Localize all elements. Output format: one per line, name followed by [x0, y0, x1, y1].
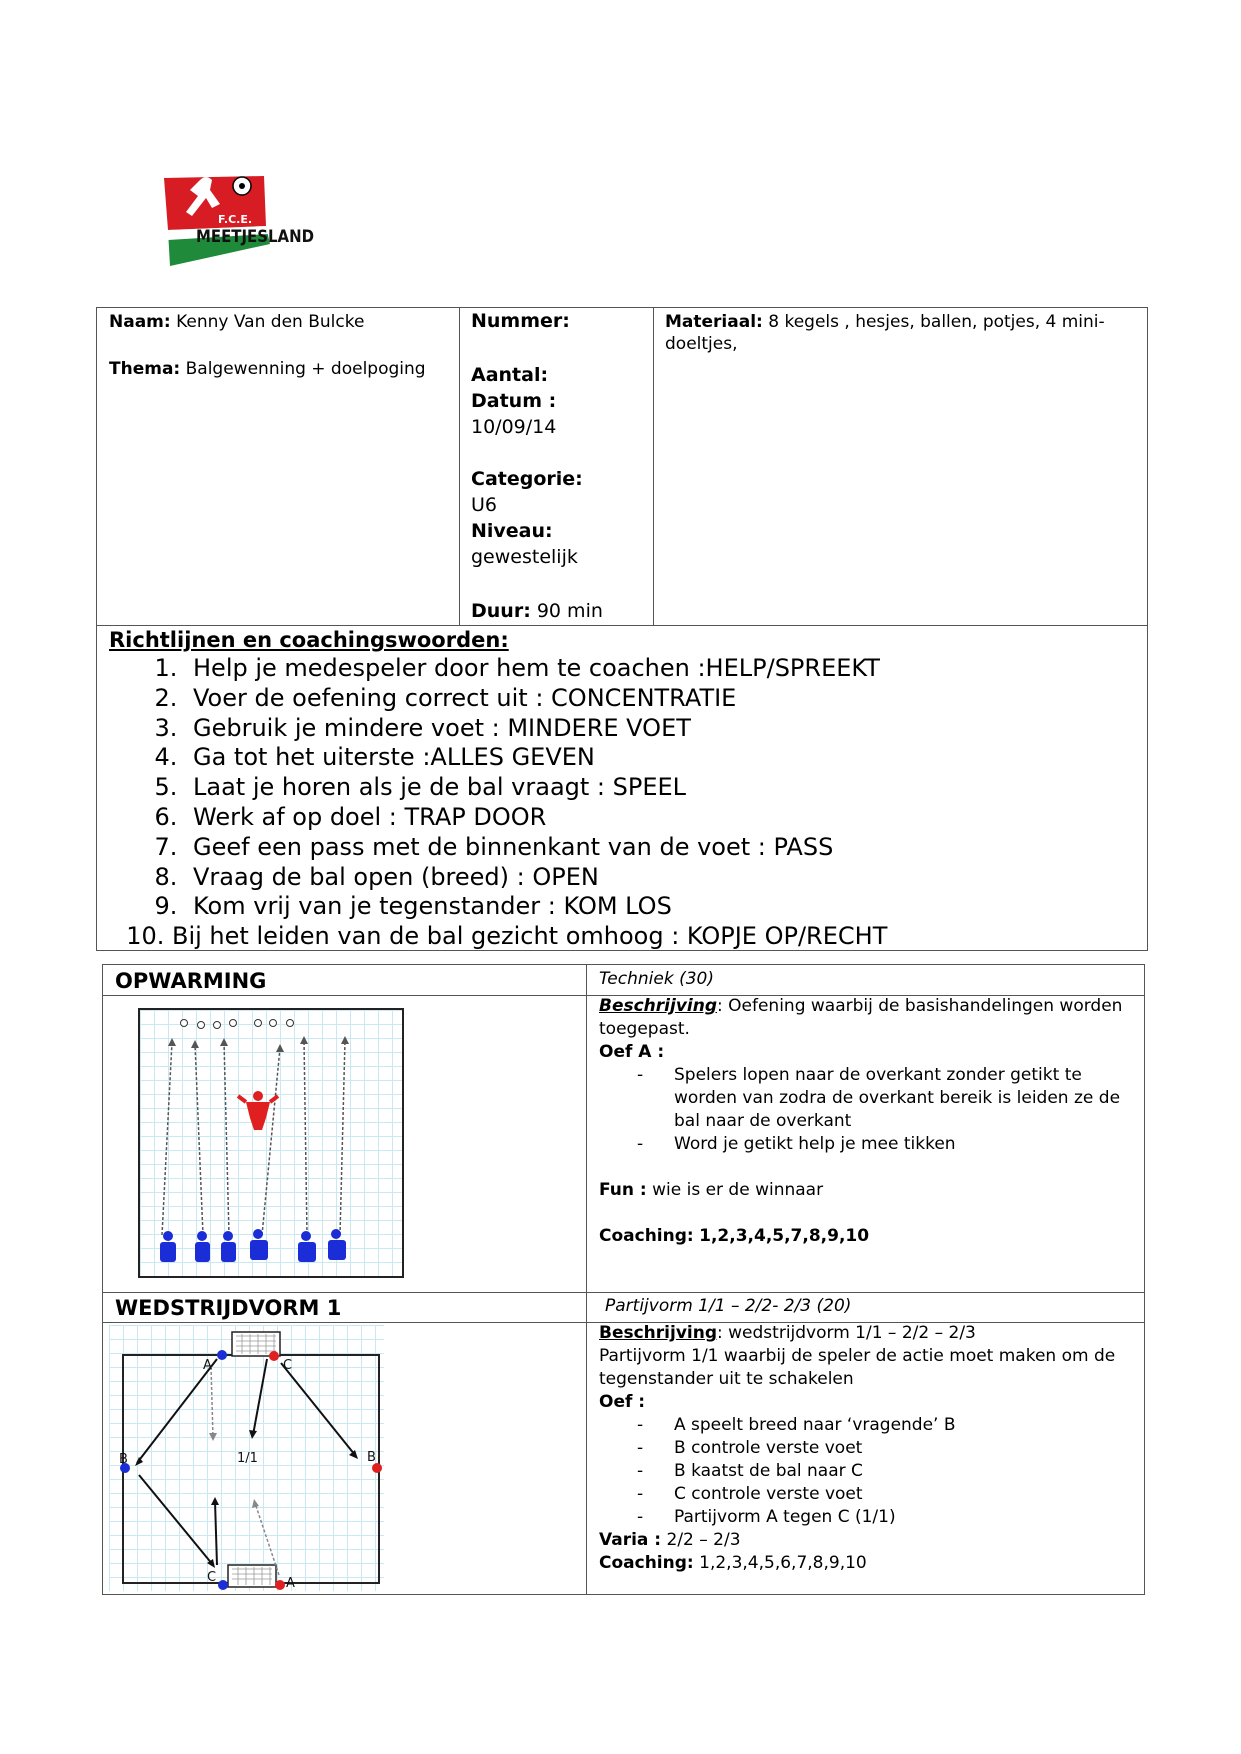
aantal-label: Aantal: [471, 364, 549, 386]
categorie-label: Categorie: [471, 468, 583, 490]
header-table [96, 307, 1148, 951]
nummer-label: Nummer: [471, 310, 570, 332]
opwarming-description [599, 995, 1134, 1248]
wedstrijdvorm-subtitle: Partijvorm 1/1 – 2/2- 2/3 (20) [605, 1296, 852, 1316]
list-item: 10. Bij het leiden van de bal gezicht omhoog : KOPJE OP/RECHT [172, 922, 887, 952]
opwarming-fun-value: wie is er de winnaar [652, 1180, 824, 1200]
wedstrijdvorm-coaching-value: 1,2,3,4,5,6,7,8,9,10 [699, 1553, 867, 1573]
opwarming-subtitle: Techniek (30) [599, 969, 714, 989]
list-item: 6. Werk af op doel : TRAP DOOR [185, 803, 887, 833]
naam-value: Kenny Van den Bulcke [176, 312, 365, 332]
list-item: - B controle verste voet [599, 1437, 1134, 1460]
exercise-table [102, 964, 1145, 1595]
diagram-label-c1: C [283, 1358, 293, 1373]
opwarming-fun-label: Fun : [599, 1180, 647, 1200]
list-item: 5. Laat je horen als je de bal vraagt : SPEEL [185, 773, 887, 803]
thema-label: Thema: [109, 359, 181, 379]
datum-label: Datum : [471, 390, 557, 412]
opwarming-coaching-value: 1,2,3,4,5,7,8,9,10 [699, 1226, 870, 1246]
wedstrijdvorm-varia-label: Varia : [599, 1530, 662, 1550]
list-item: 8. Vraag de bal open (breed) : OPEN [185, 863, 887, 893]
opwarming-coaching-label: Coaching: [599, 1226, 694, 1246]
opwarming-desc-text: : Oefening waarbij de basishandelingen worden toegepast. [599, 996, 1123, 1039]
niveau-value: gewestelijk [471, 546, 578, 568]
list-item: - Spelers lopen naar de overkant zonder getikt te worden van zodra de overkant bereik is leiden ze de bal naar de overkant [599, 1064, 1134, 1133]
richtlijnen-title: Richtlijnen en coachingswoorden: [109, 628, 509, 652]
diagram-label-c2: C [207, 1570, 217, 1585]
wedstrijdvorm-title: WEDSTRIJDVORM 1 [115, 1296, 342, 1320]
opwarming-title: OPWARMING [115, 969, 267, 993]
list-item: - A speelt breed naar ‘vragende’ B [599, 1414, 1134, 1437]
duur-value: 90 min [536, 600, 603, 622]
diagram-label-center: 1/1 [237, 1451, 258, 1466]
diagram-label-a1: A [203, 1358, 212, 1373]
wedstrijdvorm-desc-text: : wedstrijdvorm 1/1 – 2/2 – 2/3 [717, 1323, 976, 1343]
opwarming-diagram [138, 1008, 404, 1278]
list-item: - B kaatst de bal naar C [599, 1460, 1134, 1483]
list-item: 2. Voer de oefening correct uit : CONCENTRATIE [185, 684, 887, 714]
niveau-label: Niveau: [471, 520, 553, 542]
logo-line1: F.C.E. [218, 213, 253, 226]
thema-cell [109, 358, 426, 380]
club-logo [160, 166, 320, 270]
duur-label: Duur: [471, 600, 531, 622]
wedstrijdvorm-oef-label: Oef : [599, 1392, 646, 1412]
naam-cell [109, 311, 364, 333]
details-cell [471, 308, 603, 624]
list-item: - Word je getikt help je mee tikken [599, 1133, 1134, 1156]
datum-value: 10/09/14 [471, 416, 557, 438]
list-item: 3. Gebruik je mindere voet : MINDERE VOET [185, 714, 887, 744]
logo-line2: MEETJESLAND [196, 227, 314, 247]
categorie-value: U6 [471, 494, 497, 516]
wedstrijdvorm-desc-text2: Partijvorm 1/1 waarbij de speler de actie moet maken om de tegenstander uit te schakelen [599, 1346, 1116, 1389]
opwarming-desc-label: Beschrijving [599, 996, 718, 1016]
wedstrijdvorm-diagram [109, 1325, 384, 1591]
list-item: 4. Ga tot het uiterste :ALLES GEVEN [185, 743, 887, 773]
wedstrijdvorm-desc-label: Beschrijving [599, 1323, 718, 1343]
list-item: 7. Geef een pass met de binnenkant van de voet : PASS [185, 833, 887, 863]
list-item: 9. Kom vrij van je tegenstander : KOM LOS [185, 892, 887, 922]
diagram-label-a2: A [286, 1576, 295, 1591]
wedstrijdvorm-varia-value: 2/2 – 2/3 [666, 1530, 741, 1550]
thema-value: Balgewenning + doelpoging [185, 359, 426, 379]
naam-label: Naam: [109, 312, 171, 332]
materiaal-cell [665, 311, 1125, 355]
richtlijnen-list [147, 654, 887, 952]
goal-bottom-icon [228, 1565, 276, 1587]
diagram-label-b1: B [119, 1452, 128, 1467]
opwarming-oef-label: Oef A : [599, 1042, 665, 1062]
list-item: 1. Help je medespeler door hem te coachen :HELP/SPREEKT [185, 654, 887, 684]
wedstrijdvorm-coaching-label: Coaching: [599, 1553, 694, 1573]
diagram-label-b2: B [367, 1450, 376, 1465]
list-item: - Partijvorm A tegen C (1/1) [599, 1506, 1134, 1529]
materiaal-label: Materiaal: [665, 312, 763, 332]
wedstrijdvorm-description [599, 1322, 1134, 1575]
materiaal-value: 8 kegels , hesjes, ballen, potjes, 4 mini-doeltjes, [665, 312, 1105, 354]
list-item: - C controle verste voet [599, 1483, 1134, 1506]
